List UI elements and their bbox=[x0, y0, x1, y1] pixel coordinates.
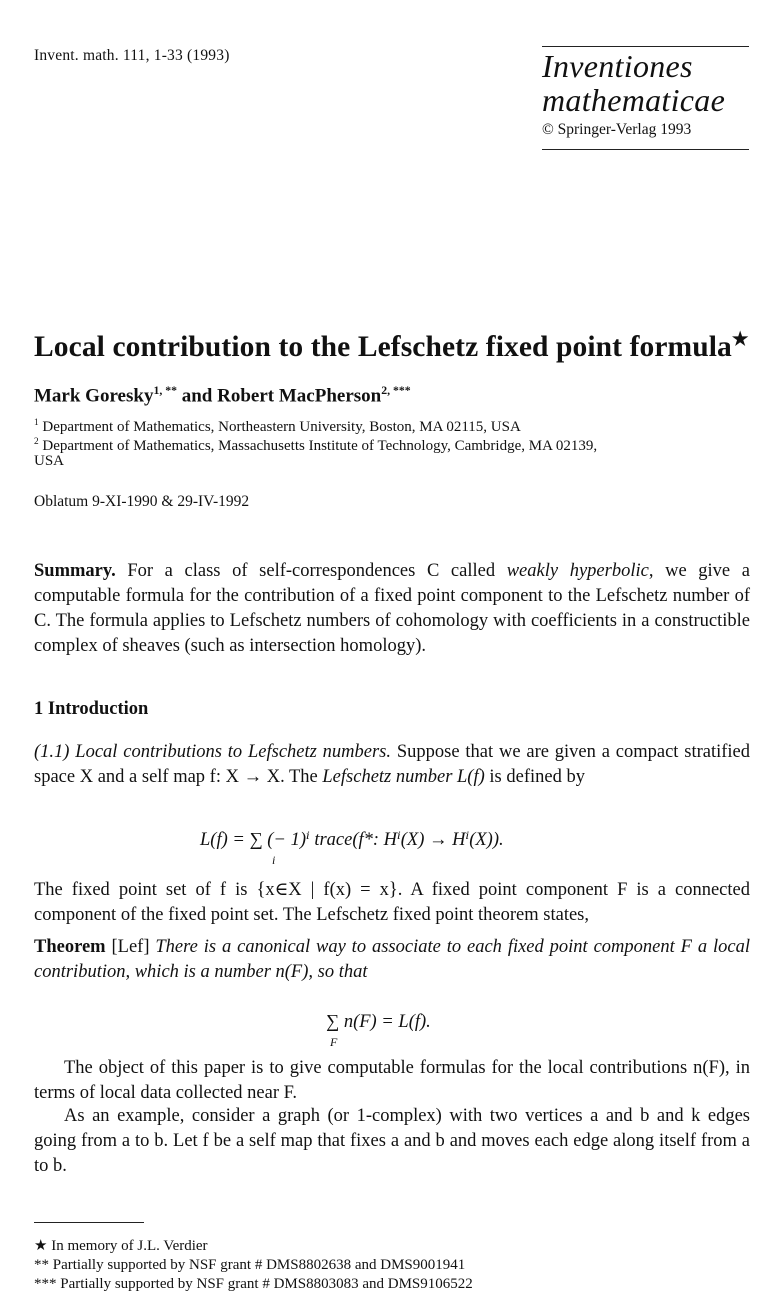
footnote-mark: *** bbox=[34, 1276, 57, 1292]
equation-sum-index: F bbox=[330, 1035, 338, 1049]
intro-text: Suppose that we are given a compact stratified space X and a self map f: X → X. The bbox=[34, 742, 751, 787]
equation-sum-contributions: ∑ n(F) = L(f). bbox=[326, 1012, 431, 1032]
section-heading: 1 Introduction bbox=[34, 699, 149, 719]
equation-lefschetz-number: L(f) = ∑ (− 1)ⁱ trace(f*: Hⁱ(X) → Hⁱ(X)). bbox=[200, 830, 504, 850]
journal-logo bbox=[542, 46, 749, 150]
theorem-text: There is a canonical way to associate to each fixed point component F a local contribution, which is a number n(F), so that bbox=[34, 937, 750, 982]
oblatum-date: Oblatum 9-XI-1990 & 29-IV-1992 bbox=[34, 493, 250, 510]
journal-name-line1: Inventiones bbox=[542, 48, 693, 84]
footnote-3 bbox=[34, 1276, 473, 1293]
author-conjunction: and bbox=[176, 385, 218, 407]
equation-lefschetz-sum-index: i bbox=[272, 853, 276, 867]
summary-emphasis: weakly hyperbolic bbox=[506, 561, 649, 581]
journal-name-line2: mathematicae bbox=[542, 82, 726, 118]
author-1: Mark Goresky bbox=[34, 385, 154, 407]
summary-paragraph bbox=[34, 559, 750, 659]
paper-title-text: Local contribution to the Lefschetz fixed point formula bbox=[34, 330, 732, 363]
title-footnote-mark: ★ bbox=[731, 329, 749, 349]
affiliation-text: Department of Mathematics, Massachusetts Institute of Technology, Cambridge, MA 02139, bbox=[42, 438, 598, 454]
object-paragraph: The object of this paper is to give computable formulas for the local contributions n(F), in terms of local data collected near F. bbox=[34, 1058, 750, 1103]
theorem-reference: [Lef] bbox=[105, 937, 156, 957]
intro-emphasis: Lefschetz number L(f) bbox=[322, 767, 485, 787]
affiliation-2-cont: USA bbox=[34, 453, 65, 469]
intro-text-cont: is defined by bbox=[484, 767, 585, 787]
example-paragraph: As an example, consider a graph (or 1-complex) with two vertices a and b and k edges going from a to b. Let f be a self map that fixes a and b and moves each edge along itself from a to b. bbox=[34, 1106, 750, 1176]
footnote-2 bbox=[34, 1257, 465, 1274]
author-2: Robert MacPherson bbox=[217, 385, 382, 407]
footnote-text: In memory of J.L. Verdier bbox=[47, 1238, 208, 1254]
author-2-marks: 2, *** bbox=[381, 384, 411, 397]
intro-label: (1.1) Local contributions to Lefschetz numbers. bbox=[34, 742, 392, 762]
theorem-statement bbox=[34, 935, 750, 985]
footnote-rule bbox=[34, 1222, 144, 1223]
footnote-text: Partially supported by NSF grant # DMS8802638 and DMS9001941 bbox=[49, 1257, 466, 1273]
intro-paragraph bbox=[34, 740, 750, 790]
footnote-text: Partially supported by NSF grant # DMS8803083 and DMS9106522 bbox=[56, 1276, 473, 1292]
journal-rule-bottom bbox=[542, 149, 749, 150]
journal-rule-top bbox=[542, 46, 749, 47]
summary-text-cont: , we give a computable formula for the contribution of a fixed point component to the Lefschetz number of C. The formula applies to Lefschetz numbers of cohomology with coefficients in a constructible complex of sheaves (such as intersection homology). bbox=[34, 561, 750, 656]
affiliation-number: 2 bbox=[34, 437, 39, 447]
copyright-notice: © Springer-Verlag 1993 bbox=[542, 121, 692, 138]
author-1-marks: 1, ** bbox=[153, 384, 177, 397]
theorem-label: Theorem bbox=[34, 937, 106, 957]
author-line bbox=[34, 384, 411, 407]
affiliation-text: Department of Mathematics, Northeastern University, Boston, MA 02115, USA bbox=[42, 419, 521, 435]
summary-label: Summary. bbox=[34, 561, 116, 581]
paper-title bbox=[34, 329, 748, 364]
summary-text: For a class of self-correspondences C called bbox=[115, 561, 507, 581]
footnote-1 bbox=[34, 1238, 208, 1255]
journal-citation: Invent. math. 111, 1-33 (1993) bbox=[34, 47, 230, 64]
fixed-point-paragraph: The fixed point set of f is {x∈X | f(x) = x}. A fixed point component F is a connected component of the fixed point set. The Lefschetz fixed point theorem states, bbox=[34, 880, 750, 925]
footnote-mark: ** bbox=[34, 1257, 49, 1273]
affiliation-number: 1 bbox=[34, 418, 39, 428]
footnote-mark: ★ bbox=[34, 1238, 48, 1254]
